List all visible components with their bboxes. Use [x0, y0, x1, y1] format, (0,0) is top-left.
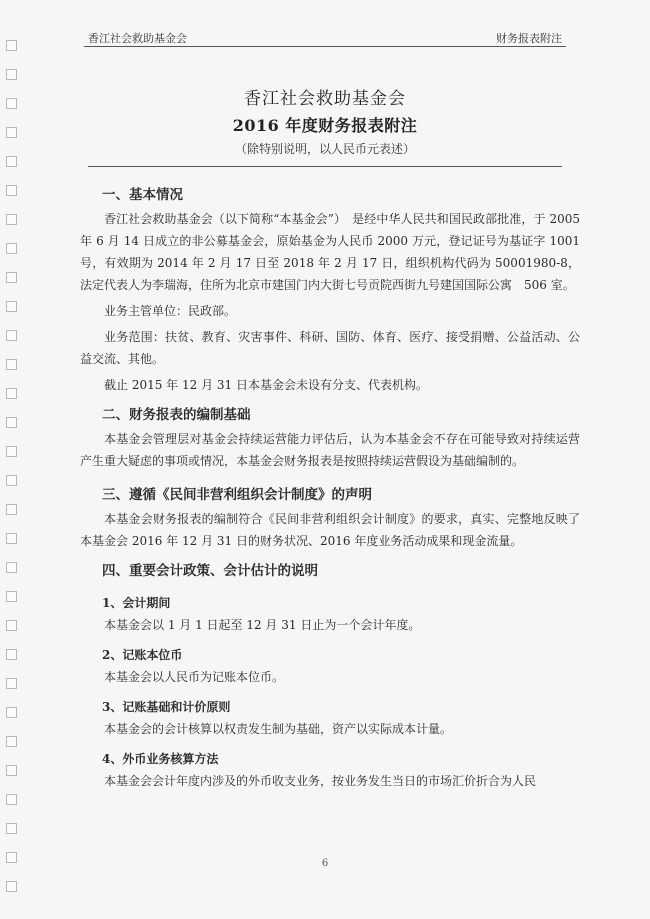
binder-hole — [6, 69, 17, 80]
paragraph-overview: 香江社会救助基金会（以下简称“本基金会”） 是经中华人民共和国民政部批准，于 2005 年 6 月 14 日成立的非公募基金会，原始基金为人民币 2000 万元，登记证号为基证字 1001 号，有效期为 2014 年 2 月 17 日至 2018 年 2 月 17 日，组织机构代码为 50001980-8，法定代表人为李瑞海，住所为北京市建国门内大街七号贡院西街九号建国国际公寓 506 室。 — [80, 212, 580, 292]
binder-hole — [6, 475, 17, 486]
binder-hole — [6, 736, 17, 747]
binder-hole — [6, 649, 17, 660]
binder-hole — [6, 214, 17, 225]
policy-heading-currency: 2、记账本位币 — [102, 648, 183, 662]
binder-hole — [6, 40, 17, 51]
binder-hole — [6, 417, 17, 428]
policy-text-accounting-period: 本基金会以 1 月 1 日起至 12 月 31 日止为一个会计年度。 — [104, 618, 421, 632]
policy-text-foreign-currency: 本基金会会计年度内涉及的外币收支业务，按业务发生当日的市场汇价折合为人民 — [104, 774, 537, 788]
paragraph-going-concern: 本基金会管理层对基金会持续运营能力评估后，认为本基金会不存在可能导致对持续运营产生重大疑虑的事项或情况，本基金会财务报表是按照持续运营假设为基础编制的。 — [80, 432, 580, 468]
binder-holes — [6, 0, 26, 919]
section-heading-compliance: 三、遵循《民间非营利组织会计制度》的声明 — [102, 487, 372, 503]
binder-hole — [6, 823, 17, 834]
paragraph-supervisor: 业务主管单位：民政部。 — [104, 304, 237, 318]
binder-hole — [6, 446, 17, 457]
binder-hole — [6, 301, 17, 312]
header-divider — [84, 46, 566, 47]
binder-hole — [6, 765, 17, 776]
section-heading-preparation-basis: 二、财务报表的编制基础 — [102, 407, 251, 423]
binder-hole — [6, 272, 17, 283]
binder-hole — [6, 359, 17, 370]
section-heading-basic-info: 一、基本情况 — [102, 187, 183, 203]
binder-hole — [6, 504, 17, 515]
document-body — [80, 176, 580, 792]
binder-hole — [6, 678, 17, 689]
policy-heading-foreign-currency: 4、外币业务核算方法 — [102, 752, 219, 766]
binder-hole — [6, 620, 17, 631]
document-subtitle: （除特别说明，以人民币元表述） — [234, 142, 415, 156]
binder-hole — [6, 243, 17, 254]
binder-hole — [6, 388, 17, 399]
title-divider — [88, 166, 562, 167]
binder-hole — [6, 533, 17, 544]
binder-hole — [6, 562, 17, 573]
document-title: 2016 年度财务报表附注 — [232, 116, 418, 135]
binder-hole — [6, 881, 17, 892]
binder-hole — [6, 591, 17, 602]
section-heading-accounting-policies: 四、重要会计政策、会计估计的说明 — [102, 563, 318, 579]
binder-hole — [6, 156, 17, 167]
policy-heading-measurement: 3、记账基础和计价原则 — [102, 700, 231, 714]
policy-text-currency: 本基金会以人民币为记账本位币。 — [104, 670, 285, 684]
binder-hole — [6, 330, 17, 341]
document-org-name: 香江社会救助基金会 — [244, 89, 406, 109]
page-number: 6 — [321, 858, 329, 869]
binder-hole — [6, 794, 17, 805]
paragraph-branches: 截止 2015 年 12 月 31 日本基金会未设有分支、代表机构。 — [104, 378, 428, 392]
binder-hole — [6, 185, 17, 196]
policy-heading-accounting-period: 1、会计期间 — [102, 596, 171, 610]
binder-hole — [6, 707, 17, 718]
policy-text-measurement: 本基金会的会计核算以权责发生制为基础，资产以实际成本计量。 — [104, 722, 453, 736]
running-header-doc-type: 财务报表附注 — [496, 32, 562, 45]
paragraph-business-scope: 业务范围：扶贫、教育、灾害事件、科研、国防、体育、医疗、接受捐赠、公益活动、公益交流、其他。 — [80, 330, 580, 366]
paragraph-compliance: 本基金会财务报表的编制符合《民间非营利组织会计制度》的要求，真实、完整地反映了本基金会 2016 年 12 月 31 日的财务状况、2016 年度业务活动成果和现金流量。 — [80, 512, 580, 548]
running-header-org: 香江社会救助基金会 — [88, 32, 187, 45]
